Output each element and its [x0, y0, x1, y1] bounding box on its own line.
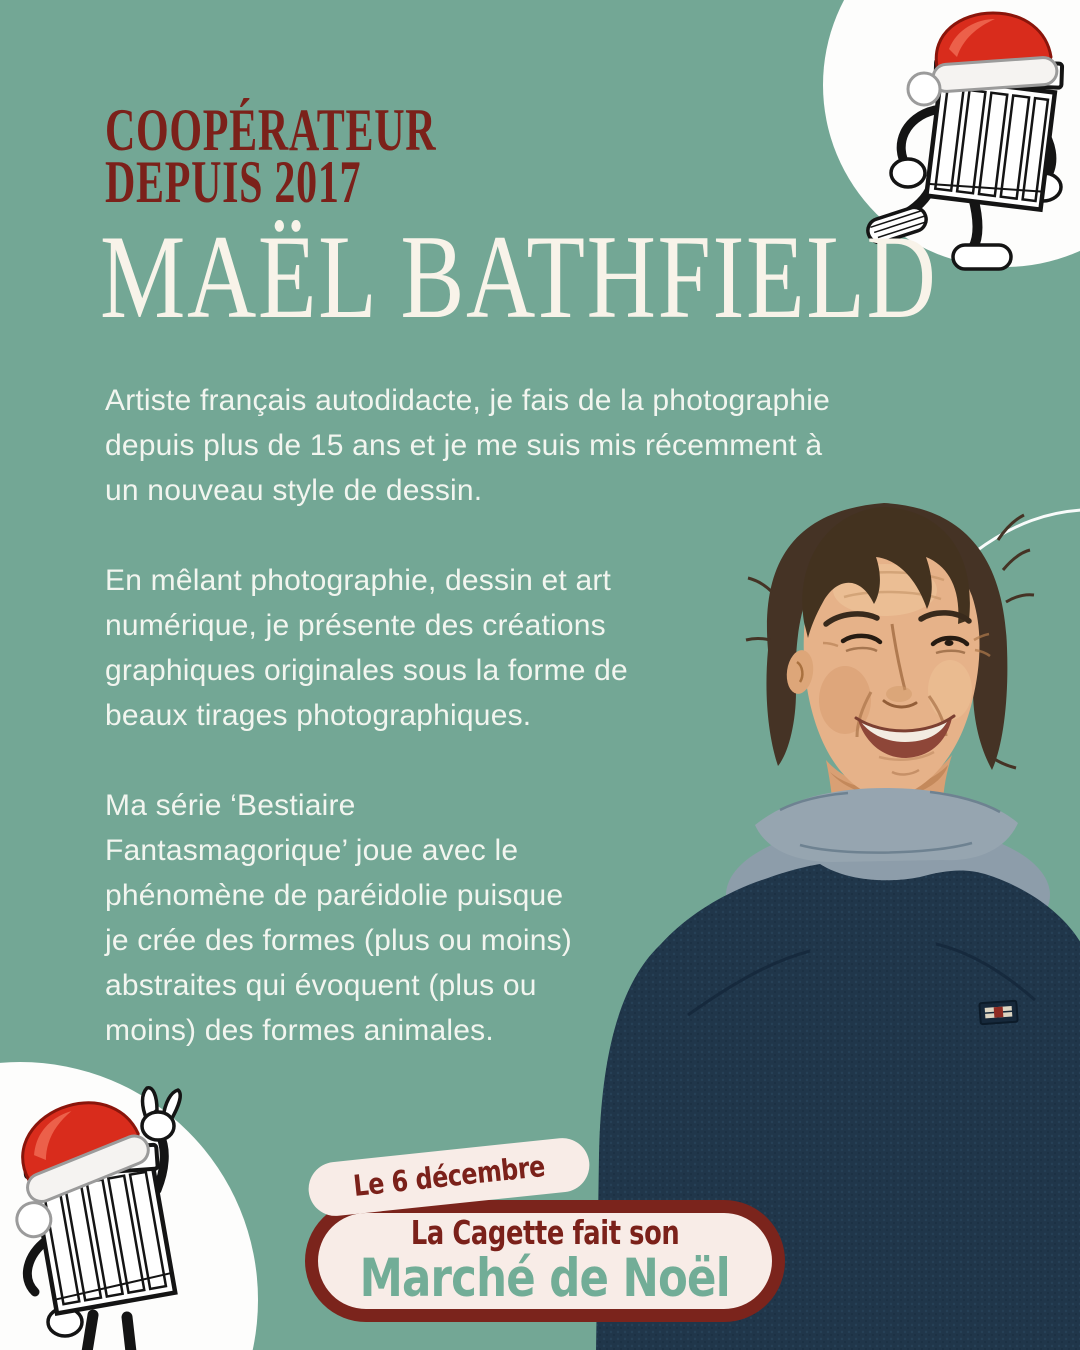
bio-line: Artiste français autodidacte, je fais de la photographie [105, 384, 830, 417]
kicker-line-2: DEPUIS 2017 [105, 149, 362, 215]
bio-line: abstraites qui évoquent (plus ou [105, 969, 537, 1002]
bio-paragraph-3 [105, 783, 572, 1053]
thin-arc-line [975, 510, 1080, 552]
bio-line: un nouveau style de dessin. [105, 474, 483, 507]
mascot-glove-icon [891, 159, 925, 187]
bio-line: Ma série ‘Bestiaire [105, 789, 356, 822]
bio-line: je crée des formes (plus ou moins) [105, 924, 572, 957]
kicker-line-1: COOPÉRATEUR [105, 97, 437, 163]
event-badge-line-2: Marché de Noël [359, 1248, 731, 1309]
bio-paragraph-2 [105, 558, 628, 738]
hood-collar [755, 788, 1018, 862]
bio-line: moins) des formes animales. [105, 1014, 494, 1047]
bio-line: phénomène de paréidolie puisque [105, 879, 564, 912]
bio-line: graphiques originales sous la forme de [105, 654, 628, 687]
page-title: MAËL BATHFIELD [100, 210, 938, 343]
bio-line: Fantasmagorique’ joue avec le [105, 834, 519, 867]
sweater-logo-tag [979, 1001, 1017, 1025]
bio-paragraph-1 [105, 378, 830, 513]
bio-line: En mêlant photographie, dessin et art [105, 564, 612, 597]
kicker-heading [105, 97, 437, 215]
event-badge [305, 1200, 785, 1322]
mascot-shoe-icon [953, 245, 1011, 269]
bio-line: beaux tirages photographiques. [105, 699, 532, 732]
bio-line: numérique, je présente des créations [105, 609, 606, 642]
event-badge-line-1: La Cagette fait son [410, 1213, 680, 1252]
event-date-label: Le 6 décembre [351, 1149, 547, 1203]
bio-line: depuis plus de 15 ans et je me suis mis récemment à [105, 429, 823, 462]
